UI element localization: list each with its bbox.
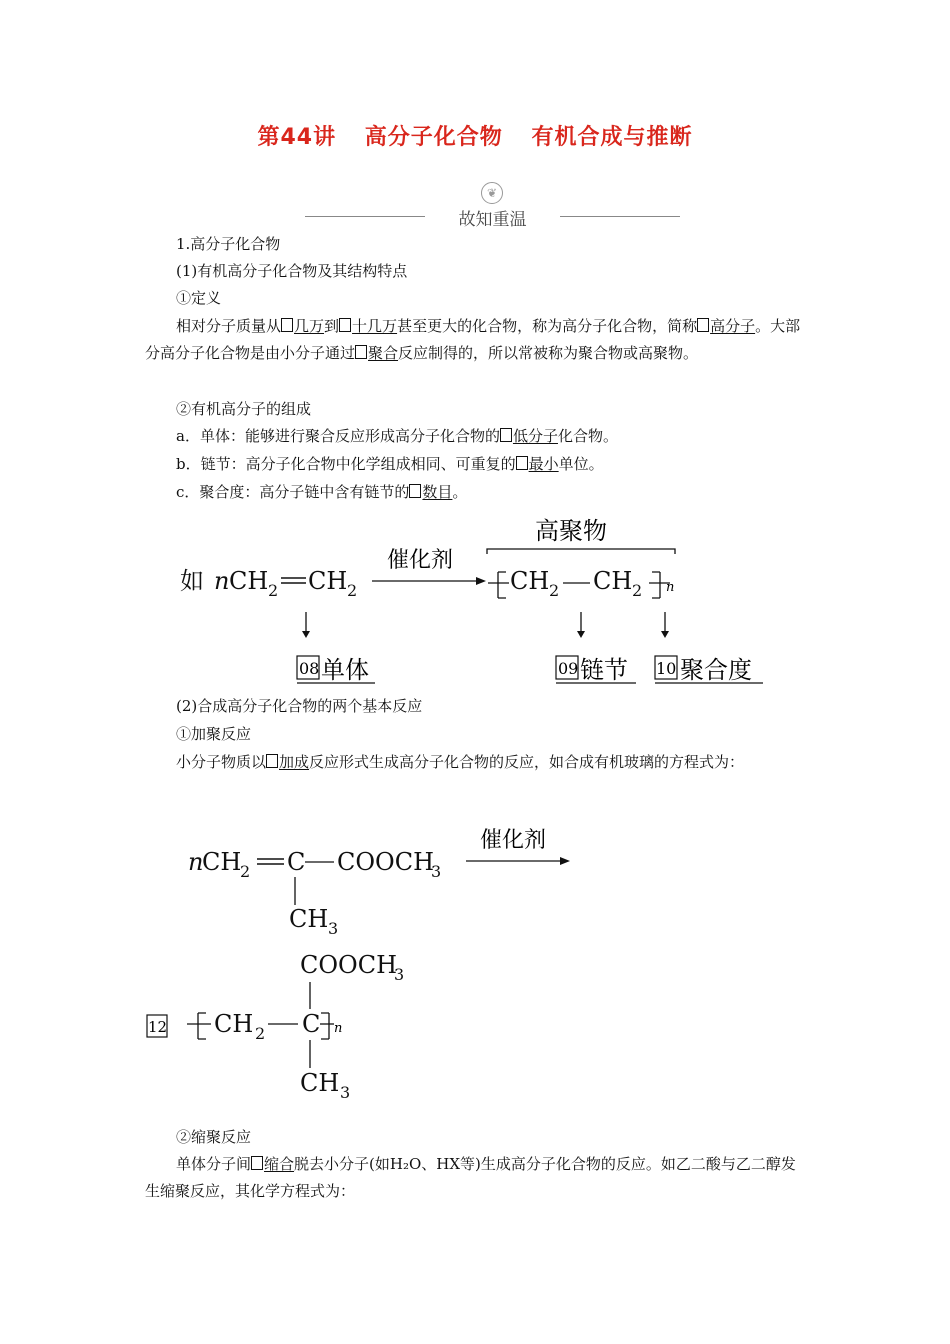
answer-text: 加成 (279, 753, 310, 771)
svg-text:2: 2 (240, 862, 251, 881)
svg-text:2: 2 (255, 1024, 266, 1043)
svg-text:CH: CH (214, 1010, 254, 1038)
answer-box (409, 484, 421, 498)
pmma-equation (0, 810, 950, 1100)
eq-n: n (214, 567, 230, 595)
answer-text: 十几万 (352, 317, 398, 335)
eq-monomer-ch: CH (308, 567, 348, 595)
svg-text:COOCH: COOCH (300, 951, 398, 979)
answer-text: 低分子 (512, 427, 558, 445)
answer-box (266, 754, 278, 768)
title-topic1: 高分子化合物 (364, 125, 503, 150)
answer-box (251, 1156, 263, 1170)
answer-text: 最小 (528, 455, 559, 473)
answer-box (355, 345, 367, 359)
definition-heading: ①定义 (176, 289, 222, 307)
answer-box (697, 318, 709, 332)
answer-box (281, 318, 293, 332)
addition-description: 小分子物质以 加成反应形式生成高分子化合物的反应，如合成有机玻璃的方程式为： (176, 753, 745, 771)
svg-text:3: 3 (340, 1083, 351, 1100)
svg-text:n: n (334, 1021, 343, 1036)
condensation-heading: ②缩聚反应 (176, 1128, 252, 1146)
lecture-number: 第44讲 (257, 125, 337, 150)
section-banner (305, 182, 680, 228)
answer-text: 聚合 (368, 344, 399, 362)
answer-box (500, 428, 512, 442)
polymerization-diagram (0, 505, 950, 695)
down-arrow (302, 631, 310, 638)
catalyst-label: 催化剂 (480, 828, 547, 853)
svg-text:n: n (188, 848, 204, 876)
svg-text:n: n (666, 580, 675, 595)
svg-text:C: C (302, 1010, 321, 1038)
bracket-right (652, 572, 660, 598)
composition-item-a: a．单体：能够进行聚合反应形成高分子化合物的 低分子化合物。 (176, 427, 618, 445)
polymer-label: 高聚物 (535, 517, 607, 545)
svg-text:CH: CH (300, 1069, 340, 1097)
bracket-left (198, 1013, 206, 1039)
composition-item-b: b．链节：高分子化合物中化学组成相同、可重复的 最小单位。 (176, 455, 604, 473)
eq-monomer-ch: CH (229, 567, 269, 595)
answer-box (339, 318, 351, 332)
label-monomer: 单体 (321, 656, 369, 684)
svg-text:2: 2 (632, 581, 643, 600)
bracket-right (321, 1013, 329, 1039)
label-degree: 聚合度 (680, 656, 752, 684)
down-arrow (661, 631, 669, 638)
svg-text:CH: CH (510, 567, 550, 595)
svg-text:CH: CH (202, 848, 242, 876)
svg-text:CH: CH (289, 905, 329, 933)
svg-text:10: 10 (656, 659, 677, 678)
bracket-left (498, 572, 506, 598)
svg-text:CH: CH (593, 567, 633, 595)
answer-box (516, 456, 528, 470)
definition-paragraph: 相对分子质量从 几万到 十几万甚至更大的化合物，称为高分子化合物，简称 高分子。大部分高分子化合物是由小分子通过 聚合反应制得的，所以常被称为聚合物或高聚物。 (145, 317, 801, 362)
svg-text:C: C (287, 848, 306, 876)
svg-text:COOCH: COOCH (337, 848, 435, 876)
answer-text: 几万 (294, 317, 325, 335)
addition-heading: ①加聚反应 (176, 725, 252, 743)
label-chain-link: 链节 (580, 656, 628, 684)
composition-item-c: c．聚合度：高分子链中含有链节的 数目。 (176, 483, 468, 501)
svg-text:2: 2 (268, 581, 279, 600)
answer-text: 高分子 (710, 317, 756, 335)
leaf-icon: ❦ (481, 182, 503, 204)
page-title (0, 120, 950, 151)
reactions-heading: (2)合成高分子化合物的两个基本反应 (176, 697, 423, 715)
svg-text:3: 3 (394, 965, 405, 984)
polymer-brace (487, 549, 675, 554)
svg-text:09: 09 (558, 659, 579, 678)
subsection-heading: (1)有机高分子化合物及其结构特点 (176, 262, 408, 280)
svg-text:12: 12 (148, 1018, 168, 1036)
svg-text:3: 3 (328, 919, 339, 938)
svg-text:2: 2 (347, 581, 358, 600)
condensation-paragraph: 单体分子间 缩合脱去小分子(如H₂O、HX等)生成高分子化合物的反应。如乙二酸与乙二醇发生缩聚反应，其化学方程式为： (145, 1155, 796, 1200)
banner-label: 故知重温 (458, 210, 527, 230)
svg-text:3: 3 (431, 862, 442, 881)
eq-prefix: 如 (180, 567, 204, 595)
svg-text:08: 08 (299, 659, 320, 678)
composition-heading: ②有机高分子的组成 (176, 400, 312, 418)
down-arrow (577, 631, 585, 638)
answer-text: 缩合 (264, 1155, 295, 1173)
section-heading-1: 1.高分子化合物 (176, 235, 281, 253)
svg-text:2: 2 (549, 581, 560, 600)
catalyst-label: 催化剂 (387, 548, 454, 573)
title-topic2: 有机合成与推断 (531, 125, 693, 150)
answer-text: 数目 (422, 483, 453, 501)
